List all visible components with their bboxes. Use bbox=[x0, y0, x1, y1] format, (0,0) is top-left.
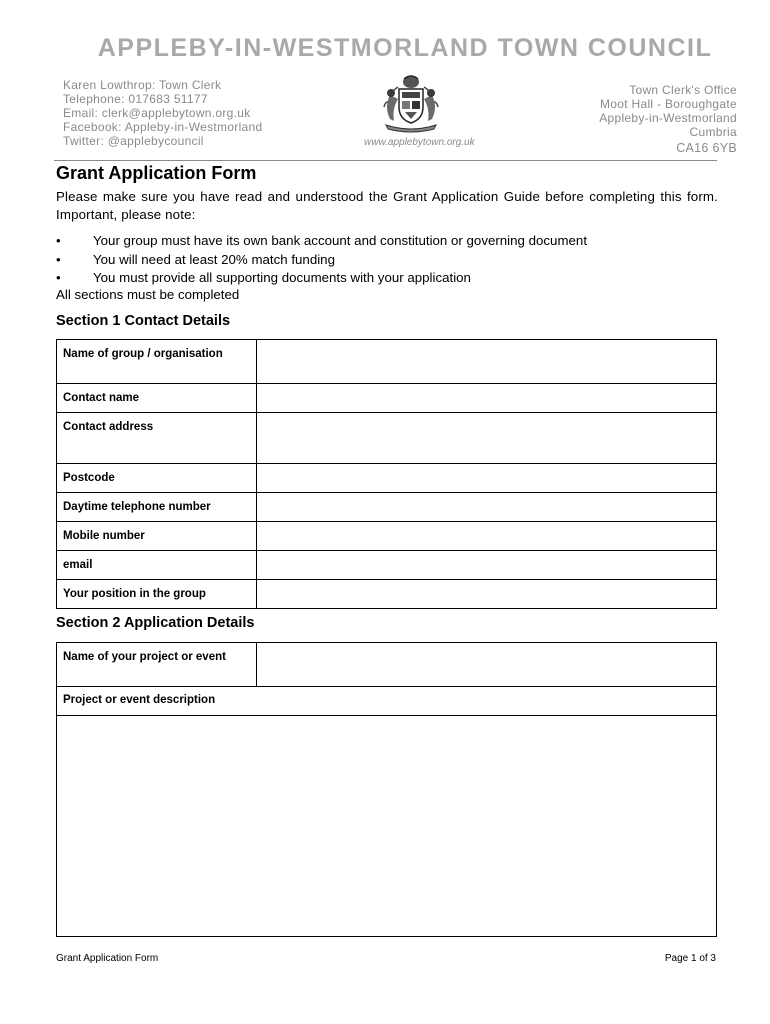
table-row bbox=[57, 687, 717, 716]
table-row bbox=[57, 643, 717, 687]
address-line-street: Moot Hall - Boroughgate bbox=[600, 97, 737, 111]
address-postcode: CA16 6YB bbox=[676, 141, 737, 155]
all-sections-note: All sections must be completed bbox=[56, 287, 240, 302]
daytime-telephone-label: Daytime telephone number bbox=[57, 493, 257, 522]
clerk-contact-block bbox=[63, 78, 262, 148]
application-details-table bbox=[56, 642, 717, 937]
contact-name-field[interactable] bbox=[257, 384, 717, 413]
table-row bbox=[57, 551, 717, 580]
council-website: www.applebytown.org.uk bbox=[364, 137, 475, 148]
project-description-field[interactable] bbox=[57, 716, 717, 937]
postcode-field[interactable] bbox=[257, 464, 717, 493]
daytime-telephone-field[interactable] bbox=[257, 493, 717, 522]
table-row bbox=[57, 340, 717, 384]
email-field[interactable] bbox=[257, 551, 717, 580]
list-item bbox=[56, 269, 587, 288]
mobile-number-field[interactable] bbox=[257, 522, 717, 551]
clerk-telephone: Telephone: 017683 51177 bbox=[63, 92, 208, 106]
table-row bbox=[57, 716, 717, 937]
table-row bbox=[57, 493, 717, 522]
contact-address-field[interactable] bbox=[257, 413, 717, 464]
bullet-icon: • bbox=[56, 251, 61, 267]
footer-page-number: Page 1 of 3 bbox=[664, 953, 716, 964]
table-row bbox=[57, 413, 717, 464]
bullet-icon: • bbox=[56, 233, 61, 248]
clerk-name: Karen Lowthrop: Town Clerk bbox=[63, 78, 222, 92]
group-name-label: Name of group / organisation bbox=[57, 340, 257, 384]
council-address-block bbox=[599, 83, 737, 155]
header-divider bbox=[54, 160, 717, 161]
contact-details-table bbox=[56, 339, 717, 609]
clerk-twitter: Twitter: @applebycouncil bbox=[63, 134, 204, 148]
contact-address-label: Contact address bbox=[57, 413, 257, 464]
section-1-heading: Section 1 Contact Details bbox=[56, 313, 231, 329]
project-name-field[interactable] bbox=[256, 643, 716, 687]
coat-of-arms-icon bbox=[378, 73, 444, 133]
list-item bbox=[56, 232, 587, 251]
footer-form-name: Grant Application Form bbox=[56, 953, 159, 964]
address-line-office: Town Clerk's Office bbox=[629, 83, 737, 97]
requirement-text: You must provide all supporting documents with your application bbox=[93, 270, 471, 285]
contact-name-label: Contact name bbox=[57, 384, 257, 413]
section-2-heading: Section 2 Application Details bbox=[56, 615, 255, 631]
project-description-label: Project or event description bbox=[57, 687, 717, 716]
email-label: email bbox=[57, 551, 257, 580]
requirements-list bbox=[56, 232, 587, 288]
table-row bbox=[57, 522, 717, 551]
project-name-label: Name of your project or event bbox=[57, 643, 257, 687]
postcode-label: Postcode bbox=[57, 464, 257, 493]
address-line-county: Cumbria bbox=[689, 125, 737, 139]
address-line-town: Appleby-in-Westmorland bbox=[599, 111, 737, 125]
list-item bbox=[56, 251, 587, 270]
form-title: Grant Application Form bbox=[56, 163, 257, 183]
form-intro-text: Please make sure you have read and understood the Grant Application Guide before completing this form. Important, please note: bbox=[56, 189, 718, 222]
council-name: APPLEBY-IN-WESTMORLAND TOWN COUNCIL bbox=[97, 34, 713, 62]
requirement-text: You will need at least 20% match funding bbox=[93, 251, 335, 267]
position-in-group-label: Your position in the group bbox=[57, 580, 257, 609]
bullet-icon: • bbox=[56, 270, 61, 285]
clerk-email: Email: clerk@applebytown.org.uk bbox=[63, 106, 251, 120]
requirement-text: Your group must have its own bank account and constitution or governing document bbox=[93, 233, 588, 248]
table-row bbox=[57, 580, 717, 609]
mobile-number-label: Mobile number bbox=[57, 522, 257, 551]
table-row bbox=[57, 384, 717, 413]
table-row bbox=[57, 464, 717, 493]
clerk-facebook: Facebook: Appleby-in-Westmorland bbox=[63, 120, 263, 134]
position-in-group-field[interactable] bbox=[257, 580, 717, 609]
group-name-field[interactable] bbox=[257, 340, 717, 384]
